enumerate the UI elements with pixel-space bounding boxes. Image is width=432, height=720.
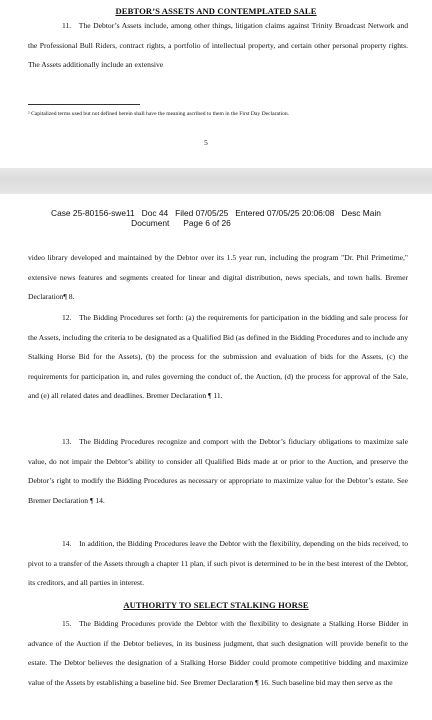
paragraph-15: 15. The Bidding Procedures provide the Debtor with the flexibility to designate a Stalking Horse Bidder in advance of the Auction if the Debtor believes, in its business judgment, that such designation will provide benefit to the estate. The Debtor believes the designation of a Stalking Horse Bidder could promote competitive bidding and maximize value of the Assets by establishing a baseline bid. See Bremer Declaration ¶ 16. Such baseline bid may then serve as the <box>28 619 408 687</box>
section-heading-assets: DEBTOR’S ASSETS AND CONTEMPLATED SALE <box>115 6 317 16</box>
case-header-line-2: Document Page 6 of 26 <box>131 218 231 228</box>
footnote-2: ² Capitalized terms used but not defined herein shall have the meaning ascribed to them in the First Day Declaration. <box>28 111 290 117</box>
case-header <box>0 208 432 228</box>
paragraph-13: 13. The Bidding Procedures recognize and comport with the Debtor’s fiduciary obligations to maximize sale value, do not impair the Debtor’s ability to consider all Qualified Bids made at or prior to the Auction, and preserve the Debtor’s right to modify the Bidding Procedures as necessary or appropriate to maximize value for the Debtor’s estate. See Bremer Declaration ¶ 14. <box>28 437 408 505</box>
document-page-6 <box>0 194 432 720</box>
page-separator <box>0 168 432 194</box>
paragraph-12: 12. The Bidding Procedures set forth: (a) the requirements for participation in the bidding and sale process for the Assets, including the criteria to be designated as a Qualified Bid (as defined in the Bidding Procedures and to include any Stalking Horse Bid for the Assets), (b) the process for the submission and evaluation of bids for the Assets, (c) the requirements for participation in, and rules governing the conduct of, the Auction, (d) the process for approval of the Sale, and (e) all related dates and deadlines. Bremer Declaration ¶ 11. <box>28 313 409 401</box>
section-heading-stalking-horse: AUTHORITY TO SELECT STALKING HORSE <box>123 600 309 610</box>
paragraph-11: 11. The Debtor’s Assets include, among other things, litigation claims against Trinity Broadcast Network and the Professional Bull Riders, contract rights, a portfolio of intellectual property, and certain other personal property rights. The Assets additionally include an extensive <box>28 21 408 70</box>
paragraph-continued: video library developed and maintained by the Debtor over its 1.5 year run, including the program "Dr. Phil Primetime," extensive news features and segments created for linear and digital distribution, news specials, and town halls. Bremer Declaration¶ 8. <box>28 253 408 302</box>
document-page-5 <box>0 0 432 170</box>
paragraph-14: 14. In addition, the Bidding Procedures leave the Debtor with the flexibility, depending on the bids received, to pivot to a transfer of the Assets through a chapter 11 plan, if such pivot is determined to be in the best interest of the Debtor, its creditors, and all parties in interest. <box>28 539 408 588</box>
footnote-rule <box>28 104 140 105</box>
case-header-line-1: Case 25-80156-swe11 Doc 44 Filed 07/05/25 Entered 07/05/25 20:06:08 Desc Main <box>51 208 381 218</box>
page-number: 5 <box>204 138 208 147</box>
